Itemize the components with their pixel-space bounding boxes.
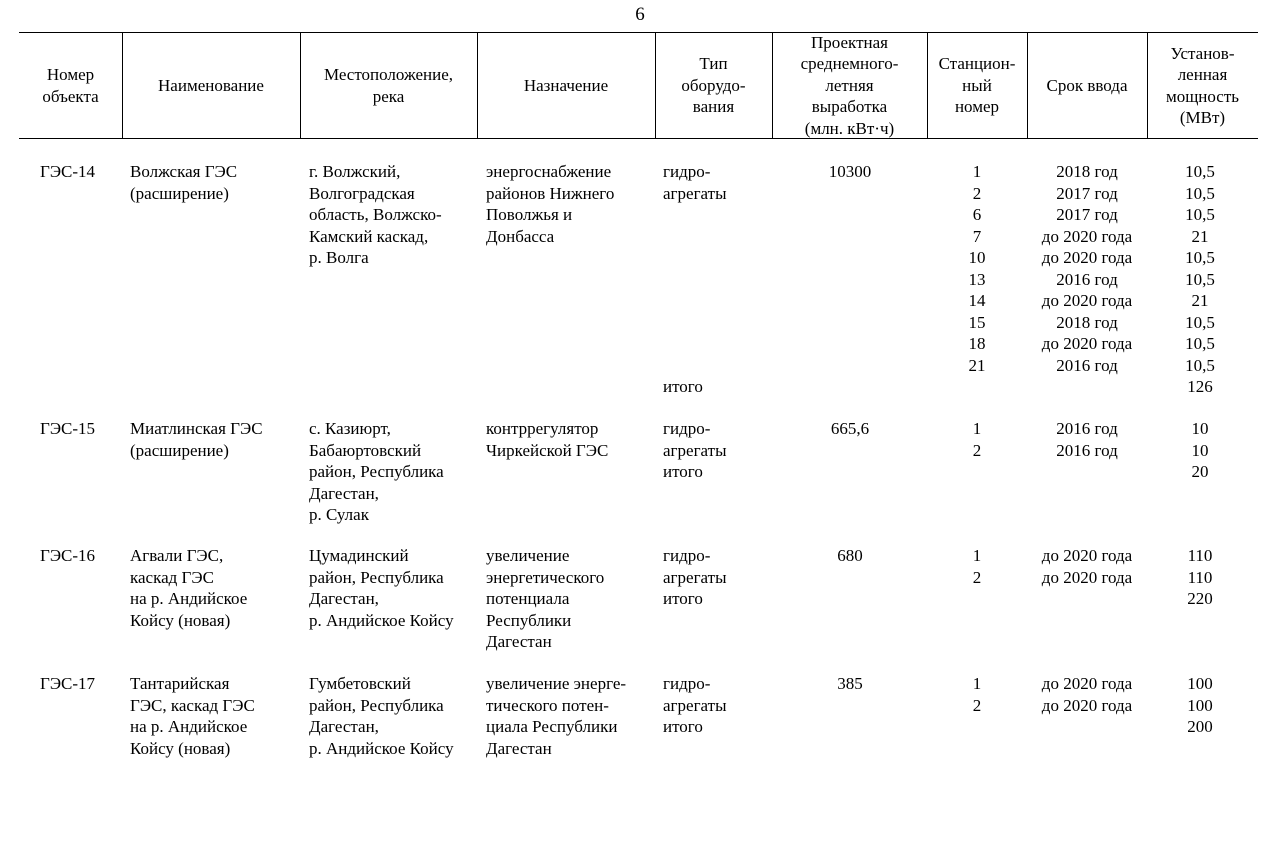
object-location-line: г. Волжский, [309, 162, 401, 181]
object-location-line: Гумбетовский [309, 674, 411, 693]
station-number: 21 [968, 355, 986, 375]
header-purpose [477, 32, 655, 139]
station-number: 14 [968, 291, 986, 310]
object-name [130, 673, 255, 759]
object-location [309, 673, 454, 759]
object-name-line: каскад ГЭС [130, 567, 214, 587]
object-name-line: Миатлинская ГЭС [130, 419, 263, 438]
station-number: 7 [972, 226, 982, 246]
header-text-line: объекта [42, 86, 99, 106]
header-text-line: ный [962, 75, 992, 95]
equipment-type-line: агрегаты [663, 183, 727, 203]
equipment-type [663, 673, 727, 738]
header-text-line: среднемного- [800, 54, 899, 74]
object-location [309, 418, 444, 526]
equipment-type [663, 545, 727, 610]
header-text-line: (МВт) [1179, 108, 1226, 127]
header-commission-date [1027, 32, 1147, 139]
equipment-type-line: агрегаты [663, 695, 727, 715]
object-location-line: район, Республика [309, 695, 444, 715]
commission-date: до 2020 года [1041, 334, 1133, 353]
object-purpose [486, 418, 608, 461]
header-text-line: (млн. кВт·ч) [804, 118, 895, 138]
header-station-number [927, 32, 1027, 139]
total-label: итого [663, 377, 703, 396]
installed-capacity: 10 [1191, 419, 1209, 438]
header-text-line: Тип [699, 54, 728, 74]
object-location [309, 161, 442, 269]
object-purpose [486, 545, 604, 653]
commission-date: 2016 год [1056, 355, 1118, 375]
header-installed-capacity [1147, 32, 1258, 139]
installed-capacity: 10,5 [1185, 269, 1215, 289]
commission-date: до 2020 года [1041, 674, 1133, 693]
projected-output: 385 [837, 674, 863, 693]
object-location-line: р. Андийское Койсу [309, 738, 454, 758]
header-text-line: Проектная [811, 32, 888, 52]
station-number: 1 [972, 674, 982, 693]
object-name-line: на р. Андийское [130, 589, 248, 608]
total-capacity: 126 [1187, 377, 1213, 396]
installed-capacity: 110 [1187, 546, 1213, 565]
equipment-type [663, 418, 727, 483]
object-location-line: Дагестан, [309, 589, 379, 608]
object-purpose-line: потенциала [486, 589, 570, 608]
equipment-type-line: гидро- [663, 162, 711, 181]
total-capacity: 20 [1191, 462, 1209, 481]
object-name-line: (расширение) [130, 183, 229, 203]
station-number: 18 [968, 334, 986, 353]
object-purpose-line: Республики [486, 610, 572, 630]
object-location-line: Дагестан, [309, 483, 379, 503]
object-number: ГЭС-17 [40, 674, 96, 693]
object-purpose-line: увеличение [486, 546, 570, 565]
object-purpose-line: Дагестан [486, 632, 552, 651]
header-text-line: Назначение [523, 75, 609, 95]
header-name [122, 32, 300, 139]
header-text-line: Номер [46, 65, 95, 84]
station-number: 6 [972, 205, 982, 224]
equipment-type-line: гидро- [663, 419, 711, 438]
projected-output: 665,6 [830, 419, 870, 438]
commission-date: до 2020 года [1041, 695, 1133, 715]
equipment-type-line: гидро- [663, 674, 711, 693]
object-purpose-line: энергетического [486, 567, 605, 587]
commission-date: 2016 год [1056, 419, 1118, 438]
station-number: 2 [972, 440, 982, 460]
object-purpose-line: Чиркейской ГЭС [486, 440, 609, 460]
object-number: ГЭС-15 [40, 419, 96, 438]
commission-date: 2017 год [1056, 183, 1118, 203]
header-text-line: Станцион- [938, 54, 1016, 74]
object-location-line: район, Республика [309, 567, 444, 587]
page-number: 6 [635, 4, 645, 25]
object-purpose-line: Поволжья и [486, 205, 573, 224]
station-number: 15 [968, 312, 986, 332]
projected-output: 10300 [828, 162, 872, 181]
station-number: 2 [972, 567, 982, 587]
header-text-line: Наименование [158, 75, 264, 95]
header-text-line: мощность [1165, 86, 1240, 106]
header-object-number [19, 32, 122, 139]
commission-date: до 2020 года [1041, 248, 1133, 267]
installed-capacity: 10,5 [1185, 183, 1215, 203]
station-number: 13 [968, 269, 986, 289]
installed-capacity: 21 [1191, 226, 1209, 246]
object-purpose-line: районов Нижнего [486, 183, 615, 203]
header-text-line: Установ- [1170, 43, 1235, 63]
installed-capacity: 100 [1187, 674, 1213, 693]
object-location-line: Дагестан, [309, 717, 379, 736]
station-number: 2 [972, 183, 982, 203]
header-text-line: оборудо- [681, 75, 746, 95]
header-text-line: выработка [811, 97, 888, 117]
commission-date: 2018 год [1056, 312, 1118, 332]
object-name-line: ГЭС, каскад ГЭС [130, 695, 255, 715]
station-number: 1 [972, 419, 982, 438]
installed-capacity: 100 [1187, 695, 1213, 715]
commission-date: до 2020 года [1041, 567, 1133, 587]
header-text-line: ленная [1177, 65, 1228, 84]
station-number: 1 [972, 162, 982, 181]
header-text-line: река [372, 86, 405, 106]
object-name-line: Койсу (новая) [130, 610, 231, 630]
object-number: ГЭС-14 [40, 162, 96, 181]
object-location-line: Камский каскад, [309, 226, 429, 246]
installed-capacity: 10,5 [1185, 248, 1215, 267]
object-location-line: область, Волжско- [309, 205, 442, 224]
header-equipment-type [655, 32, 772, 139]
installed-capacity: 10,5 [1185, 334, 1215, 353]
commission-date: 2018 год [1056, 162, 1118, 181]
commission-date: 2016 год [1056, 440, 1118, 460]
total-capacity: 220 [1187, 589, 1213, 608]
object-purpose-line: циала Республики [486, 717, 618, 736]
equipment-type-line: итого [663, 589, 703, 608]
object-name [130, 161, 237, 204]
equipment-type-line: агрегаты [663, 440, 727, 460]
object-location-line: р. Андийское Койсу [309, 610, 454, 630]
installed-capacity: 10,5 [1185, 205, 1215, 224]
station-number: 2 [972, 695, 982, 715]
object-location-line: район, Республика [309, 462, 444, 481]
installed-capacity: 10 [1191, 440, 1209, 460]
object-purpose-line: энергоснабжение [486, 162, 612, 181]
commission-date: до 2020 года [1041, 226, 1133, 246]
object-location-line: Волгоградская [309, 183, 415, 203]
installed-capacity: 110 [1187, 567, 1213, 587]
object-location-line: р. Волга [309, 248, 369, 267]
object-name-line: Тантарийская [130, 674, 230, 693]
projected-output: 680 [837, 546, 863, 565]
object-purpose-line: Донбасса [486, 226, 555, 246]
object-purpose-line: контррегулятор [486, 419, 599, 438]
object-location-line: Бабаюртовский [309, 440, 422, 460]
object-name [130, 418, 263, 461]
object-purpose [486, 161, 614, 247]
header-text-line: Местоположение, [323, 65, 454, 84]
equipment-type-line: итого [663, 462, 703, 481]
commission-date: до 2020 года [1041, 546, 1133, 565]
installed-capacity: 10,5 [1185, 312, 1215, 332]
header-text-line: вания [692, 97, 735, 117]
equipment-type-line: агрегаты [663, 567, 727, 587]
object-name-line: Волжская ГЭС [130, 162, 238, 181]
header-projected-output [772, 32, 927, 139]
object-location [309, 545, 454, 631]
object-name [130, 545, 247, 631]
object-purpose-line: Дагестан [486, 738, 552, 758]
object-purpose [486, 673, 626, 759]
total-capacity: 200 [1187, 717, 1213, 736]
header-text-line: номер [954, 97, 1000, 117]
commission-date: 2017 год [1056, 205, 1118, 224]
installed-capacity: 10,5 [1185, 162, 1215, 181]
installed-capacity: 10,5 [1185, 355, 1215, 375]
equipment-type-line: итого [663, 717, 703, 736]
commission-date: до 2020 года [1041, 291, 1133, 310]
commission-date: 2016 год [1056, 269, 1118, 289]
header-text-line: летняя [825, 75, 874, 95]
object-number: ГЭС-16 [40, 546, 96, 565]
object-purpose-line: тического потен- [486, 695, 609, 715]
station-number: 1 [972, 546, 982, 565]
installed-capacity: 21 [1191, 291, 1209, 310]
station-number: 10 [968, 248, 986, 267]
object-location-line: р. Сулак [309, 505, 369, 524]
object-name-line: (расширение) [130, 440, 229, 460]
object-name-line: Агвали ГЭС, [130, 546, 224, 565]
object-location-line: с. Казиюрт, [309, 419, 391, 438]
object-name-line: Койсу (новая) [130, 738, 231, 758]
header-text-line: Срок ввода [1046, 75, 1128, 95]
equipment-type [663, 161, 727, 204]
equipment-type-line: гидро- [663, 546, 711, 565]
object-location-line: Цумадинский [309, 546, 409, 565]
object-purpose-line: увеличение энерге- [486, 674, 627, 693]
header-location [300, 32, 477, 139]
object-name-line: на р. Андийское [130, 717, 248, 736]
